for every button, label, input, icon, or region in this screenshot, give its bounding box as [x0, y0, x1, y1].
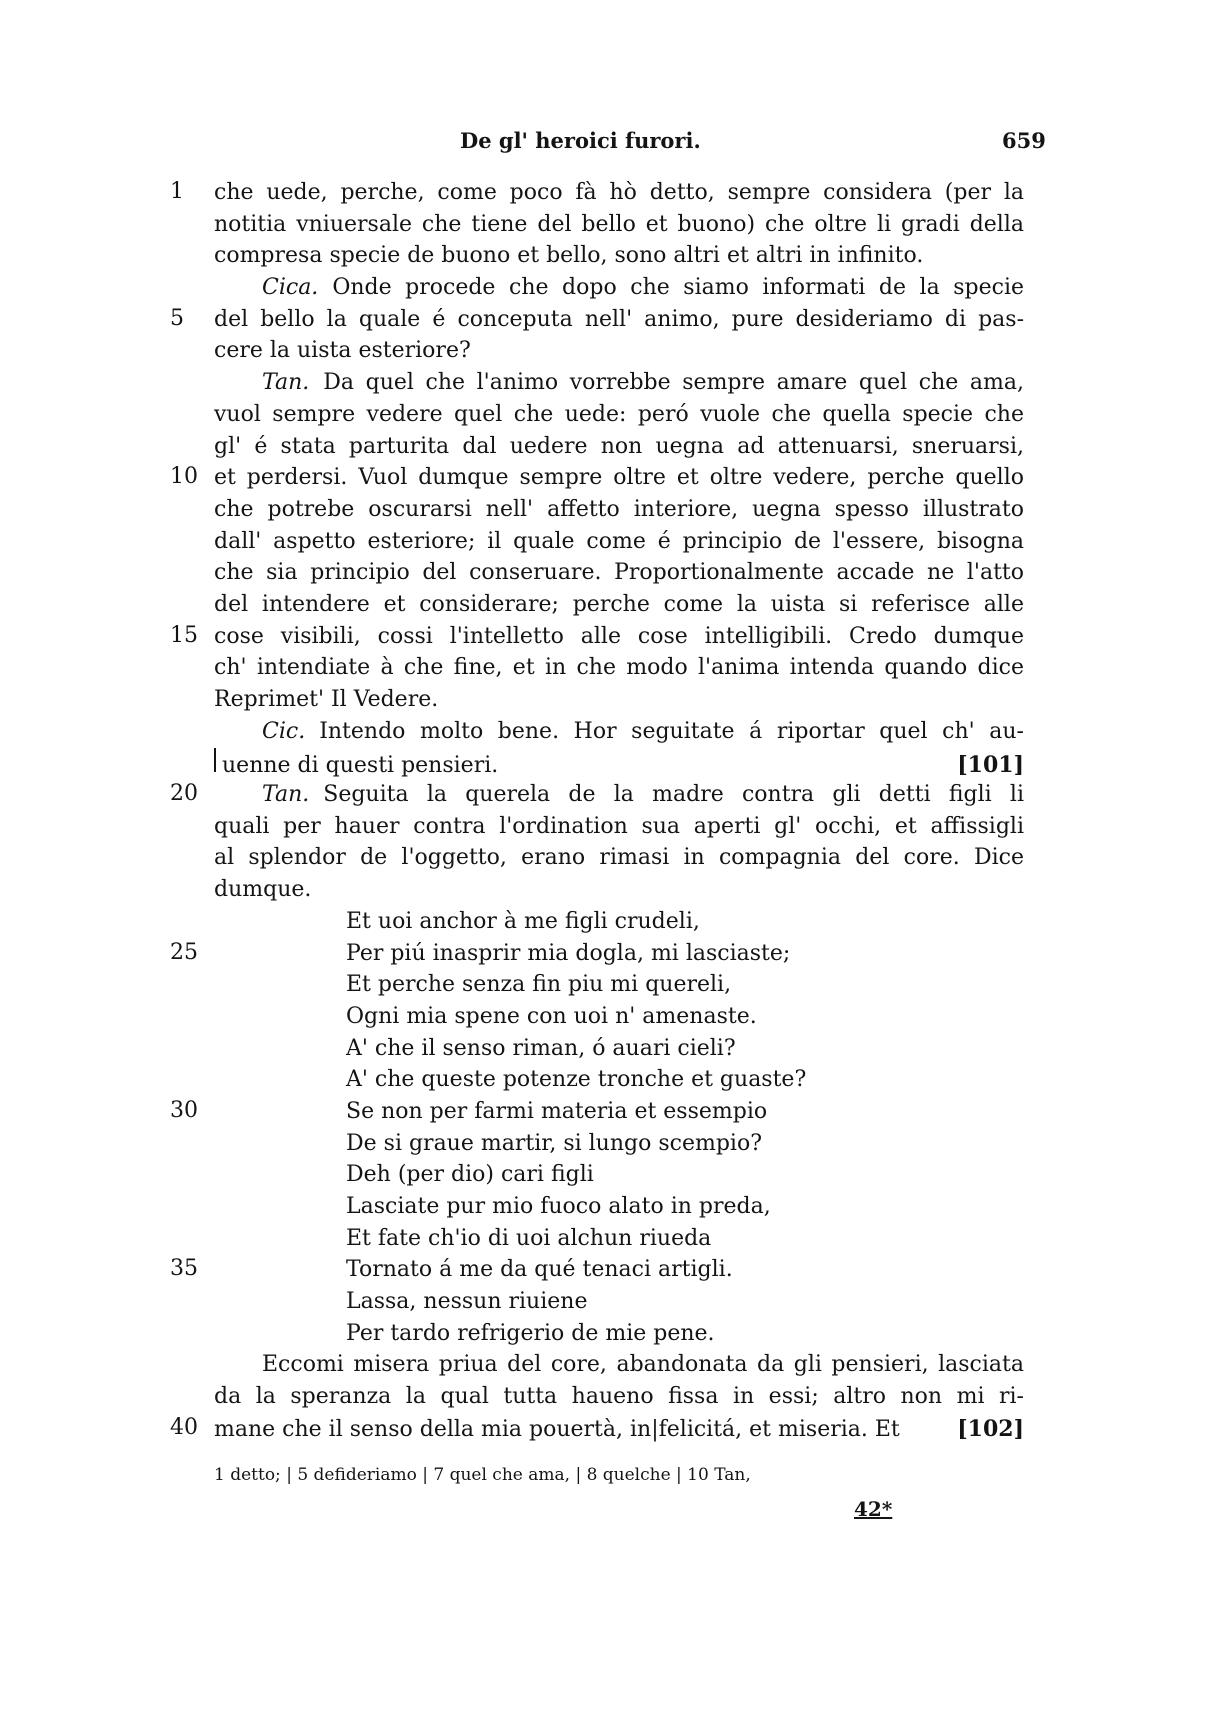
line-text: compresa specie de buono et bello, sono altri et altri in infinito. — [214, 243, 924, 269]
text-line — [0, 178, 1208, 210]
text-line — [0, 812, 1208, 844]
margin-bar — [214, 748, 216, 772]
line-number: 5 — [170, 305, 184, 331]
line-number: 30 — [170, 1097, 198, 1123]
line-number: 20 — [170, 781, 198, 807]
line-text: ch' intendiate à che fine, et in che modo l'anima intenda quando dice — [214, 655, 1024, 681]
text-body — [0, 178, 1208, 1446]
line-text: da la speranza la qual tutta haueno fissa in essi; altro non mi ri- — [214, 1384, 1024, 1410]
line-text: che potrebe oscurarsi nell' affetto interiore, uegna spesso illustrato — [214, 496, 1024, 522]
line-text: Et fate ch'io di uoi alchun riueda — [346, 1225, 712, 1251]
text-line — [0, 400, 1208, 432]
text-line — [0, 1350, 1208, 1382]
prose-line — [214, 812, 1024, 842]
line-text: et perdersi. Vuol dumque sempre oltre et oltre vedere, perche quello — [214, 465, 1024, 491]
line-text: del intendere et considerare; perche come la uista si referisce alle — [214, 591, 1024, 617]
text-line — [0, 1414, 1208, 1446]
prose-line — [214, 463, 1024, 493]
line-text: De si graue martir, si lungo scempio? — [346, 1130, 762, 1156]
verse-line — [346, 1002, 1024, 1032]
verse-line — [346, 1287, 1024, 1317]
prose-line — [262, 717, 1024, 747]
line-text: Eccomi misera priua del core, abandonata da gli pensieri, lasciata — [262, 1352, 1024, 1378]
line-number: 15 — [170, 622, 198, 648]
prose-line — [214, 178, 1024, 208]
prose-line — [214, 875, 1024, 905]
line-text: Onde procede che dopo che siamo informati de la specie — [332, 275, 1024, 301]
line-text: gl' é stata parturita dal uedere non uegna ad attenuarsi, sneruarsi, — [214, 433, 1024, 459]
line-text: uenne di questi pensieri. — [222, 753, 499, 779]
page-reference: [101] — [957, 752, 1024, 779]
line-text: cose visibili, cossi l'intelletto alle cose intelligibili. Credo dumque — [214, 623, 1024, 649]
line-number: 35 — [170, 1256, 198, 1282]
line-number: 1 — [170, 179, 184, 204]
text-line — [0, 875, 1208, 907]
text-line — [0, 970, 1208, 1002]
line-text: Ogni mia spene con uoi n' amenaste. — [346, 1003, 757, 1029]
verse-line — [346, 939, 1024, 969]
text-line — [0, 717, 1208, 749]
line-number: 10 — [170, 464, 198, 490]
prose-line — [214, 558, 1024, 588]
line-text: Tornato á me da qué tenaci artigli. — [346, 1257, 733, 1283]
text-line — [0, 1287, 1208, 1319]
line-text: che uede, perche, come poco fà hò detto, sempre considera (per la — [214, 180, 1024, 205]
page-reference: [102] — [957, 1415, 1024, 1442]
prose-line — [214, 685, 1024, 715]
line-text: A' che queste potenze tronche et guaste? — [346, 1067, 807, 1093]
footnote-apparatus: 1 detto; | 5 defideriamo | 7 quel che ama, | 8 quelche | 10 Tan, — [214, 1465, 751, 1485]
line-number: 40 — [170, 1414, 198, 1440]
prose-line — [214, 748, 1024, 781]
page-header — [0, 128, 1208, 158]
verse-line — [346, 1255, 1024, 1285]
line-text: mane che il senso della mia pouertà, in|felicitá, et miseria. Et — [214, 1416, 900, 1442]
text-line — [0, 685, 1208, 717]
running-title: De gl' heroici furori. — [460, 128, 701, 153]
prose-line — [214, 210, 1024, 240]
text-line — [0, 907, 1208, 939]
prose-line — [214, 336, 1024, 366]
text-line — [0, 210, 1208, 242]
verse-line — [346, 1192, 1024, 1222]
prose-line — [214, 495, 1024, 525]
text-line — [0, 939, 1208, 971]
line-text: quali per hauer contra l'ordination sua aperti gl' occhi, et affissigli — [214, 813, 1024, 839]
line-text: Per piú inasprir mia dogla, mi lasciaste; — [346, 940, 791, 966]
prose-line — [214, 1414, 1024, 1445]
text-line — [0, 748, 1208, 780]
text-line — [0, 780, 1208, 812]
line-text: Et uoi anchor à me figli crudeli, — [346, 908, 700, 934]
prose-line — [262, 1350, 1024, 1380]
text-line — [0, 463, 1208, 495]
line-text: Da quel che l'animo vorrebbe sempre amare quel che ama, — [323, 370, 1024, 396]
verse-line — [346, 907, 1024, 937]
speaker-tag: Cica. — [262, 275, 319, 301]
verse-line — [346, 1065, 1024, 1095]
line-text: vuol sempre vedere quel che uede: peró vuole che quella specie che — [214, 401, 1024, 427]
verse-line — [346, 1224, 1024, 1254]
text-line — [0, 622, 1208, 654]
prose-line — [214, 590, 1024, 620]
prose-line — [214, 432, 1024, 462]
line-text: Deh (per dio) cari figli — [346, 1162, 594, 1188]
line-text: Se non per farmi materia et essempio — [346, 1098, 768, 1124]
text-line — [0, 432, 1208, 464]
text-line — [0, 590, 1208, 622]
text-line — [0, 1065, 1208, 1097]
line-text: Lassa, nessun riuiene — [346, 1289, 588, 1315]
text-line — [0, 1319, 1208, 1351]
prose-line — [214, 653, 1024, 683]
text-line — [0, 1097, 1208, 1129]
text-line — [0, 558, 1208, 590]
text-line — [0, 1129, 1208, 1161]
speaker-tag: Cic. — [262, 718, 306, 744]
prose-line — [214, 1382, 1024, 1412]
line-text: del bello la quale é conceputa nell' animo, pure desideriamo di pas- — [214, 306, 1024, 332]
text-line — [0, 273, 1208, 305]
line-text: cere la uista esteriore? — [214, 338, 471, 364]
speaker-tag: Tan. — [262, 782, 310, 808]
prose-line — [214, 527, 1024, 557]
text-line — [0, 336, 1208, 368]
line-number: 25 — [170, 939, 198, 965]
prose-line — [262, 368, 1024, 398]
speaker-tag: Tan. — [262, 370, 310, 396]
verse-line — [346, 1319, 1024, 1349]
line-text: notitia vniuersale che tiene del bello et buono) che oltre li gradi della — [214, 211, 1024, 237]
verse-line — [346, 1129, 1024, 1159]
text-line — [0, 527, 1208, 559]
line-text: Et perche senza fin piu mi quereli, — [346, 972, 732, 998]
prose-line — [214, 400, 1024, 430]
prose-line — [214, 305, 1024, 335]
line-text: Intendo molto bene. Hor seguitate á riportar quel ch' au- — [319, 718, 1024, 744]
line-text: Seguita la querela de la madre contra gli detti figli li — [323, 782, 1024, 808]
line-text: Lasciate pur mio fuoco alato in preda, — [346, 1194, 771, 1219]
text-line — [0, 1255, 1208, 1287]
line-text: al splendor de l'oggetto, erano rimasi in compagnia del core. Dice — [214, 845, 1024, 871]
verse-line — [346, 1097, 1024, 1127]
text-line — [0, 368, 1208, 400]
line-text: Reprimet' Il Vedere. — [214, 687, 439, 712]
prose-line — [214, 241, 1024, 271]
line-text: dumque. — [214, 877, 312, 903]
text-line — [0, 241, 1208, 273]
signature-mark: 42* — [854, 1497, 893, 1521]
text-line — [0, 653, 1208, 685]
verse-line — [346, 1034, 1024, 1064]
prose-line — [262, 780, 1024, 810]
text-line — [0, 1224, 1208, 1256]
text-line — [0, 1382, 1208, 1414]
text-line — [0, 843, 1208, 875]
text-line — [0, 495, 1208, 527]
line-text: dall' aspetto esteriore; il quale come é principio de l'essere, bisogna — [214, 528, 1024, 554]
verse-line — [346, 1160, 1024, 1190]
prose-line — [262, 273, 1024, 303]
text-line — [0, 1002, 1208, 1034]
line-text: che sia principio del conseruare. Proportionalmente accade ne l'atto — [214, 560, 1024, 586]
verse-line — [346, 970, 1024, 1000]
text-line — [0, 1160, 1208, 1192]
text-line — [0, 1034, 1208, 1066]
line-text: A' che il senso riman, ó auari cieli? — [346, 1035, 736, 1061]
prose-line — [214, 622, 1024, 652]
prose-line — [214, 843, 1024, 873]
page-number: 659 — [1002, 128, 1046, 153]
text-line — [0, 1192, 1208, 1224]
line-text: Per tardo refrigerio de mie pene. — [346, 1320, 715, 1346]
text-line — [0, 305, 1208, 337]
